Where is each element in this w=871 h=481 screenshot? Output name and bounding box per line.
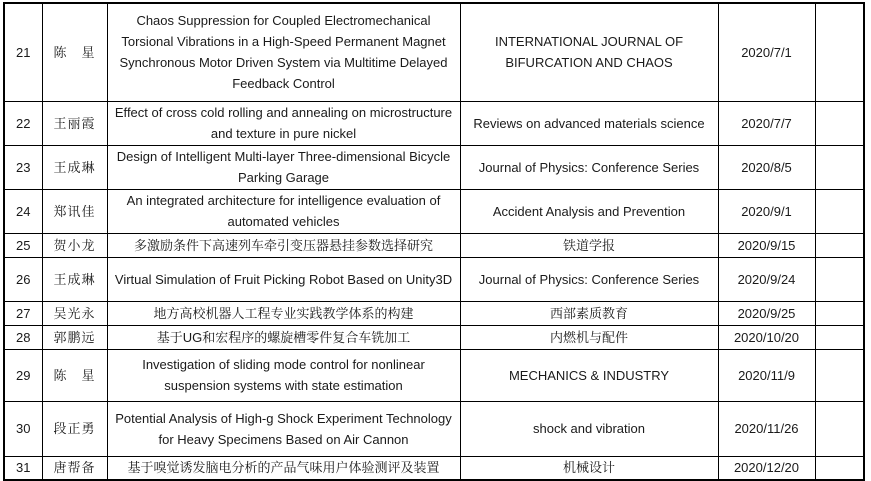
cell-number: 21: [4, 3, 42, 101]
table-row: [4, 325, 864, 349]
cell-journal: 内燃机与配件: [460, 325, 718, 349]
cell-title: Chaos Suppression for Coupled Electromechanical Torsional Vibrations in a High-Speed Permanent Magnet Synchronous Motor Driven System via Multitime Delayed Feedback Control: [107, 3, 460, 101]
table-row: [4, 233, 864, 257]
cell-author: 唐帮备: [42, 456, 107, 480]
cell-date: 2020/9/24: [718, 257, 815, 301]
cell-author: 王成琳: [42, 257, 107, 301]
cell-title: An integrated architecture for intelligence evaluation of automated vehicles: [107, 189, 460, 233]
cell-number: 25: [4, 233, 42, 257]
cell-journal: Journal of Physics: Conference Series: [460, 145, 718, 189]
cell-number: 26: [4, 257, 42, 301]
cell-author: 陈 星: [42, 349, 107, 401]
cell-journal: 西部素质教育: [460, 301, 718, 325]
cell-title: 基于UG和宏程序的螺旋槽零件复合车铣加工: [107, 325, 460, 349]
cell-number: 23: [4, 145, 42, 189]
cell-author: 王成琳: [42, 145, 107, 189]
cell-extra: [815, 3, 864, 101]
cell-date: 2020/9/15: [718, 233, 815, 257]
cell-extra: [815, 456, 864, 480]
cell-title: Effect of cross cold rolling and annealing on microstructure and texture in pure nickel: [107, 101, 460, 145]
cell-author: 王丽霞: [42, 101, 107, 145]
table-row: [4, 145, 864, 189]
table-row: [4, 3, 864, 101]
cell-author: 陈 星: [42, 3, 107, 101]
cell-date: 2020/9/1: [718, 189, 815, 233]
cell-number: 28: [4, 325, 42, 349]
cell-author: 郑讯佳: [42, 189, 107, 233]
table-row: [4, 101, 864, 145]
cell-extra: [815, 301, 864, 325]
cell-number: 31: [4, 456, 42, 480]
cell-date: 2020/8/5: [718, 145, 815, 189]
cell-extra: [815, 401, 864, 456]
cell-number: 30: [4, 401, 42, 456]
cell-extra: [815, 233, 864, 257]
cell-date: 2020/10/20: [718, 325, 815, 349]
cell-extra: [815, 257, 864, 301]
cell-extra: [815, 325, 864, 349]
table-row: [4, 456, 864, 480]
cell-journal: 机械设计: [460, 456, 718, 480]
cell-title: 多激励条件下高速列车牵引变压器悬挂参数选择研究: [107, 233, 460, 257]
cell-date: 2020/11/26: [718, 401, 815, 456]
cell-title: 基于嗅觉诱发脑电分析的产品气味用户体验测评及装置: [107, 456, 460, 480]
cell-date: 2020/9/25: [718, 301, 815, 325]
cell-extra: [815, 101, 864, 145]
cell-number: 22: [4, 101, 42, 145]
cell-author: 贺小龙: [42, 233, 107, 257]
cell-date: 2020/7/7: [718, 101, 815, 145]
cell-date: 2020/7/1: [718, 3, 815, 101]
cell-title: Design of Intelligent Multi-layer Three-dimensional Bicycle Parking Garage: [107, 145, 460, 189]
cell-journal: INTERNATIONAL JOURNAL OF BIFURCATION AND CHAOS: [460, 3, 718, 101]
cell-journal: Journal of Physics: Conference Series: [460, 257, 718, 301]
cell-journal: shock and vibration: [460, 401, 718, 456]
cell-extra: [815, 189, 864, 233]
table-row: [4, 189, 864, 233]
cell-extra: [815, 145, 864, 189]
publications-table: [3, 2, 865, 481]
table-row: [4, 349, 864, 401]
cell-number: 27: [4, 301, 42, 325]
table-row: [4, 401, 864, 456]
cell-title: 地方高校机器人工程专业实践教学体系的构建: [107, 301, 460, 325]
table-row: [4, 301, 864, 325]
cell-journal: Accident Analysis and Prevention: [460, 189, 718, 233]
cell-number: 24: [4, 189, 42, 233]
table-row: [4, 257, 864, 301]
cell-journal: MECHANICS & INDUSTRY: [460, 349, 718, 401]
cell-date: 2020/12/20: [718, 456, 815, 480]
cell-author: 吴光永: [42, 301, 107, 325]
cell-title: Potential Analysis of High-g Shock Experiment Technology for Heavy Specimens Based on Air Cannon: [107, 401, 460, 456]
cell-title: Virtual Simulation of Fruit Picking Robot Based on Unity3D: [107, 257, 460, 301]
cell-number: 29: [4, 349, 42, 401]
cell-date: 2020/11/9: [718, 349, 815, 401]
cell-author: 郭鹏远: [42, 325, 107, 349]
cell-journal: 铁道学报: [460, 233, 718, 257]
cell-title: Investigation of sliding mode control for nonlinear suspension systems with state estimation: [107, 349, 460, 401]
cell-extra: [815, 349, 864, 401]
cell-journal: Reviews on advanced materials science: [460, 101, 718, 145]
cell-author: 段正勇: [42, 401, 107, 456]
